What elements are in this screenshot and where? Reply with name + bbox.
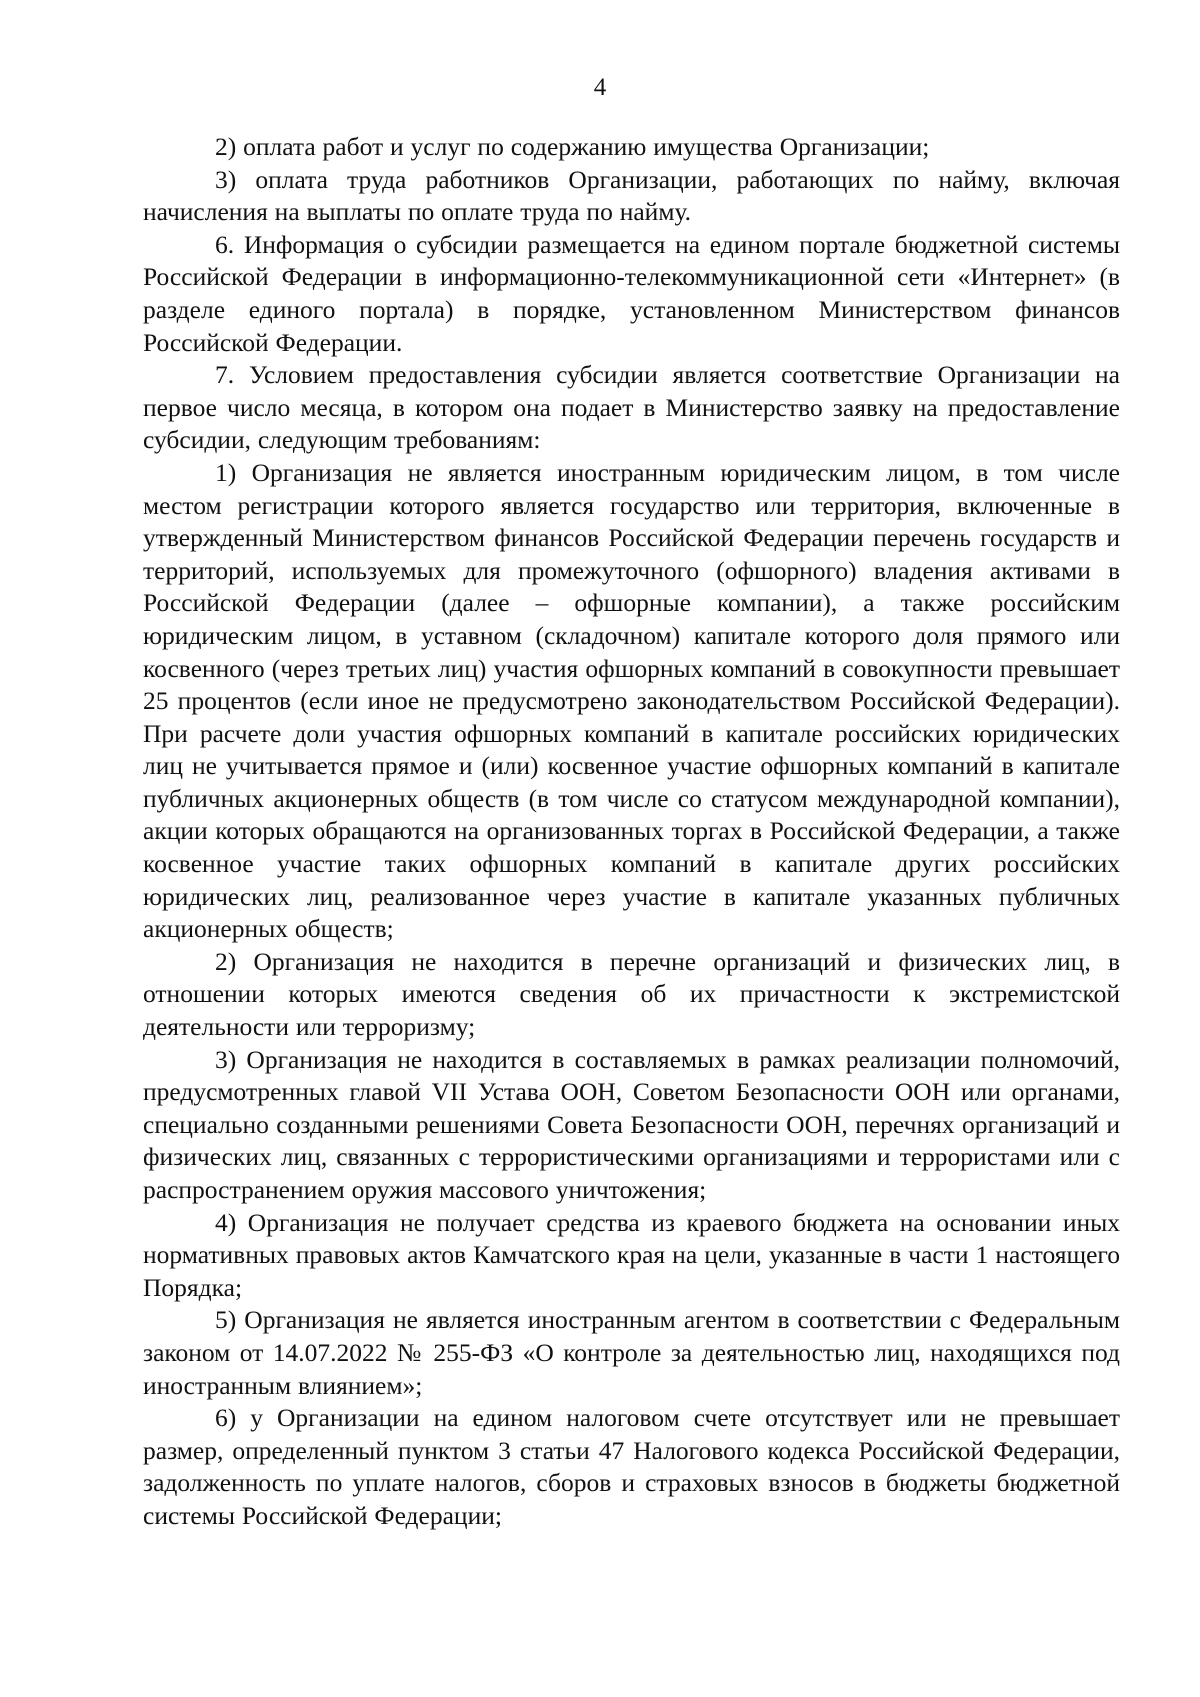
requirement-5-not-foreign-agent: 5) Организация не является иностранным агентом в соответствии с Федеральным законом от 14.07.2022 № 255-ФЗ «О контроле за деятельностью лиц, находящихся под иностранным влиянием»;: [143, 1305, 1120, 1400]
paragraph-7-conditions: 7. Условием предоставления субсидии является соответствие Организации на первое число месяца, в котором она подает в Министерство заявку на предоставление субсидии, следующим требованиям:: [143, 360, 1120, 455]
requirement-2-not-extremist-list: 2) Организация не находится в перечне организаций и физических лиц, в отношении которых имеются сведения об их причастности к экстремистской деятельности или терроризму;: [143, 946, 1120, 1042]
page-number: 4: [593, 74, 607, 101]
requirement-4-no-regional-funds: 4) Организация не получает средства из краевого бюджета на основании иных нормативных правовых актов Камчатского края на цели, указанные в части 1 настоящего Порядка;: [143, 1207, 1120, 1302]
requirement-3-not-un-lists: 3) Организация не находится в составляемых в рамках реализации полномочий, предусмотренных главой VII Устава ООН, Советом Безопасности ООН или органами, специально созданными решениями Совета Безопасности ООН, перечнях организаций и физических лиц, связанных с террористическими организациями и террористами или с распространением оружия массового уничтожения;: [143, 1044, 1120, 1204]
document-body: [143, 131, 1120, 1533]
paragraph-2-payment-services: 2) оплата работ и услуг по содержанию имущества Организации;: [215, 132, 930, 161]
paragraph-3-payment-labor: 3) оплата труда работников Организации, работающих по найму, включая начисления на выплаты по оплате труда по найму.: [143, 164, 1120, 227]
paragraph-6-subsidy-info: 6. Информация о субсидии размещается на едином портале бюджетной системы Российской Федерации в информационно-телекоммуникационной сети «Интернет» (в разделе единого портала) в порядке, установленном Министерством финансов Российской Федерации.: [143, 229, 1120, 357]
requirement-6-no-tax-debt: 6) у Организации на едином налоговом счете отсутствует или не превышает размер, определенный пунктом 3 статьи 47 Налогового кодекса Российской Федерации, задолженность по уплате налогов, сборов и страховых взносов в бюджеты бюджетной системы Российской Федерации;: [143, 1403, 1120, 1530]
requirement-1-not-foreign-entity: 1) Организация не является иностранным юридическим лицом, в том числе местом регистрации которого является государство или территория, включенные в утвержденный Министерством финансов Российской Федерации перечень государств и территорий, используемых для промежуточного (офшорного) владения активами в Российской Федерации (далее – офшорные компании), а также российским юридическим лицом, в уставном (складочном) капитале которого доля прямого или косвенного (через третьих лиц) участия офшорных компаний в совокупности превышает 25 процентов (если иное не предусмотрено законодательством Российской Федерации). При расчете доли участия офшорных компаний в капитале российских юридических лиц не учитывается прямое и (или) косвенное участие офшорных компаний в капитале публичных акционерных обществ (в том числе со статусом международной компании), акции которых обращаются на организованных торгах в Российской Федерации, а также косвенное участие таких офшорных компаний в капитале других российских юридических лиц, реализованное через участие в капитале указанных публичных акционерных обществ;: [143, 457, 1120, 944]
